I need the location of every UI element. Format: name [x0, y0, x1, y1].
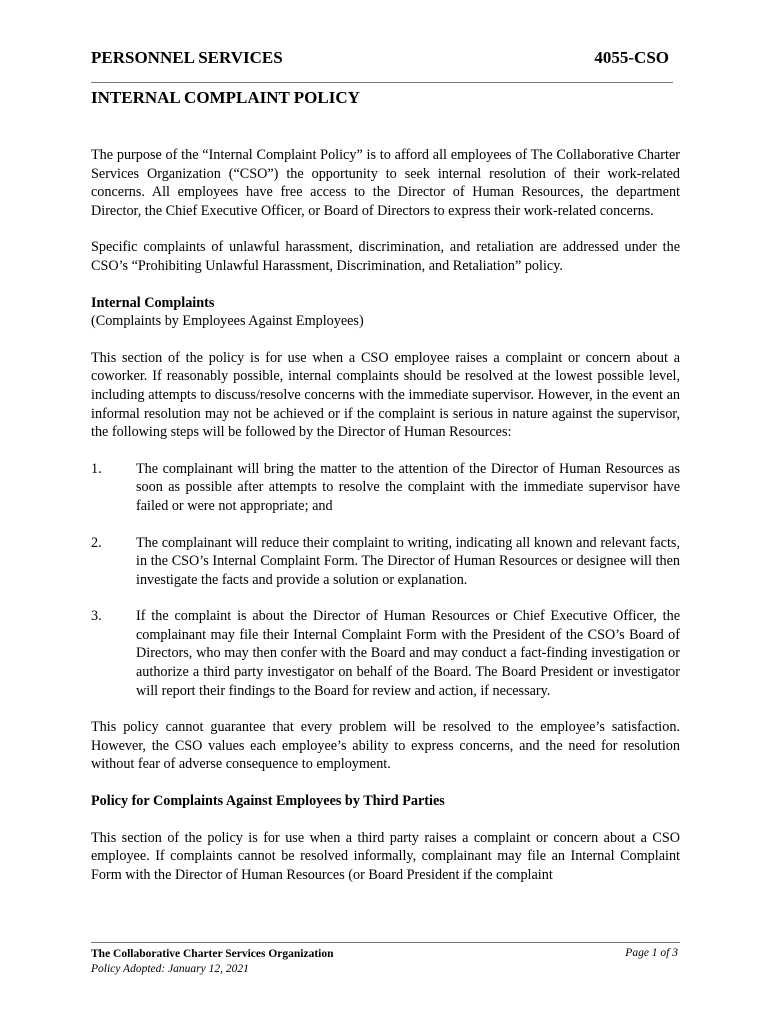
- list-item: [91, 534, 680, 590]
- page-header: [91, 48, 669, 72]
- footer-organization: The Collaborative Charter Services Organization: [91, 948, 334, 960]
- footer-divider: [91, 942, 680, 943]
- header-divider: [91, 82, 673, 83]
- page-footer: [91, 947, 334, 977]
- page-number: Page 1 of 3: [625, 947, 678, 959]
- list-text: The complainant will reduce their complaint to writing, indicating all known and relevant facts, in the CSO’s Internal Complaint Form. The Director of Human Resources or designee will then investigate the facts and provide a solution or explanation.: [136, 534, 680, 588]
- document-body: [91, 146, 680, 902]
- intro-paragraph: The purpose of the “Internal Complaint Policy” is to afford all employees of The Collaborative Charter Services Organization (“CSO”) the opportunity to seek internal resolution of their work-related concerns. All employees have free access to the Director of Human Resources, the department Director, the Chief Executive Officer, or Board of Directors to express their work-related concerns.: [91, 147, 680, 219]
- list-number: 1.: [91, 460, 102, 477]
- internal-complaints-heading-block: [91, 294, 680, 331]
- section-title: PERSONNEL SERVICES: [91, 48, 283, 67]
- list-item: [91, 607, 680, 700]
- list-number: 2.: [91, 534, 102, 551]
- third-party-lead: This section of the policy is for use when a third party raises a complaint or concern about a CSO employee. If complaints cannot be resolved informally, complainant may file an Internal Complaint Form with the Director of Human Resources (or Board President if the complaint: [91, 829, 680, 883]
- internal-complaints-closing: This policy cannot guarantee that every problem will be resolved to the employee’s satisfaction. However, the CSO values each employee’s ability to express concerns, and the need for resolution without fear of adverse consequence to employment.: [91, 719, 680, 773]
- list-text: If the complaint is about the Director of Human Resources or Chief Executive Officer, the complainant may file their Internal Complaint Form with the President of the CSO’s Board of Directors, who may then confer with the Board and may conduct a fact-finding investigation or authorize a third party investigator on behalf of the Board. The Board President or investigator will report their findings to the Board for review and action, if necessary.: [136, 608, 680, 699]
- policy-code: 4055-CSO: [594, 48, 669, 67]
- list-number: 3.: [91, 608, 102, 625]
- intro-paragraph: Specific complaints of unlawful harassment, discrimination, and retaliation are addressed under the CSO’s “Prohibiting Unlawful Harassment, Discrimination, and Retaliation” policy.: [91, 239, 680, 274]
- list-item: [91, 460, 680, 516]
- third-party-heading: Policy for Complaints Against Employees by Third Parties: [91, 793, 445, 810]
- list-text: The complainant will bring the matter to the attention of the Director of Human Resources as soon as possible after attempts to resolve the complaint with the immediate supervisor have failed or were not appropriate; and: [136, 460, 680, 514]
- page-title: INTERNAL COMPLAINT POLICY: [91, 88, 360, 107]
- internal-complaints-lead: This section of the policy is for use when a CSO employee raises a complaint or concern about a coworker. If reasonably possible, internal complaints should be resolved at the lowest possible level, including attempts to discuss/resolve concerns with the immediate supervisor. However, in the event an informal resolution may not be achieved or if the complaint is serious in nature against the supervisor, the following steps will be followed by the Director of Human Resources:: [91, 349, 680, 441]
- internal-complaints-subheading: (Complaints by Employees Against Employees): [91, 313, 364, 330]
- footer-adopted-date: Policy Adopted: January 12, 2021: [91, 963, 249, 975]
- internal-complaints-heading: Internal Complaints: [91, 294, 215, 311]
